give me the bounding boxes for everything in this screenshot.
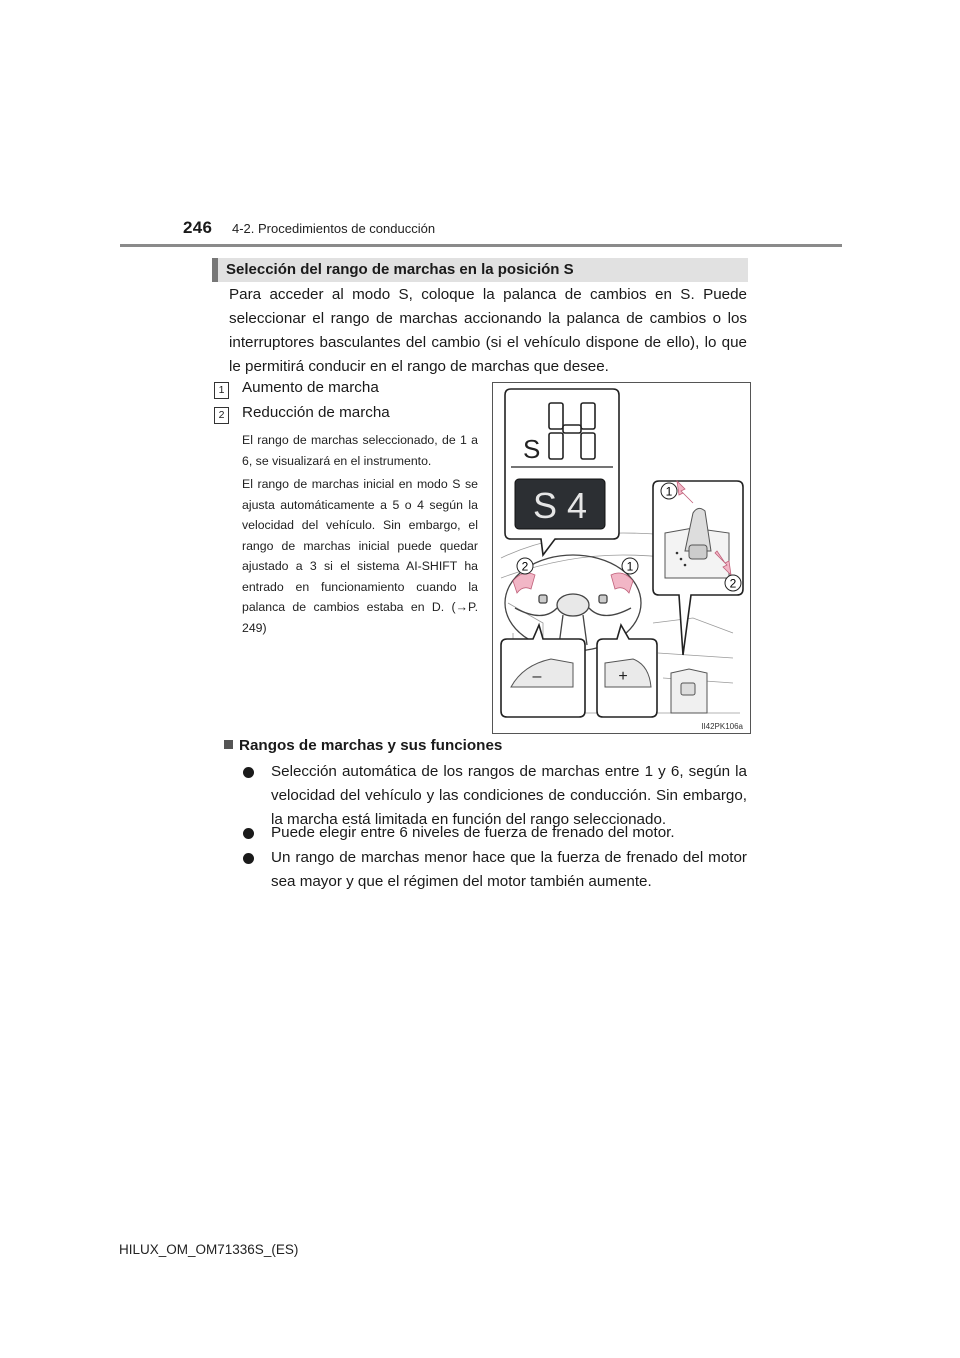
display-gear-mode: S xyxy=(533,485,558,526)
item-number-1: 1 xyxy=(214,382,229,399)
header-rule xyxy=(120,244,842,247)
bullet-dot-icon xyxy=(243,767,254,778)
page-number: 246 xyxy=(183,218,213,237)
item-label-upshift: Aumento de marcha xyxy=(242,379,379,396)
section-accent xyxy=(212,258,218,282)
paddle-callout-2: 2 xyxy=(521,559,529,574)
section-title: Selección del rango de marchas en la posición S xyxy=(226,261,574,278)
bullet-dot-icon xyxy=(243,828,254,839)
paddle-minus-label: – xyxy=(532,668,542,685)
intro-paragraph: Para acceder al modo S, coloque la palanca de cambios en S. Puede seleccionar el rango de marchas accionando la palanca de cambios o los interruptores basculantes del cambio (si el vehículo dispone de ello), lo que le permitirá conducir en el rango de marchas que desee. xyxy=(229,286,747,375)
bullet-item xyxy=(0,821,760,845)
item-label-downshift: Reducción de marcha xyxy=(242,404,390,421)
bullet-item xyxy=(0,846,760,894)
bullet-text: Puede elegir entre 6 niveles de fuerza de frenado del motor. xyxy=(271,824,675,841)
display-gear-number: 4 xyxy=(567,485,588,526)
item-number-2: 2 xyxy=(214,407,229,424)
lever-callout-2: 2 xyxy=(729,576,737,591)
illustration-drawing xyxy=(493,383,750,733)
figure-code: II42PK106a xyxy=(701,722,743,731)
note-gear-display: El rango de marchas seleccionado, de 1 a 6, se visualizará en el instrumento. xyxy=(242,433,478,468)
bullet-dot-icon xyxy=(243,853,254,864)
paddle-plus-label: + xyxy=(618,668,628,685)
subsection-heading xyxy=(224,737,502,754)
bullet-text: Selección automática de los rangos de marchas entre 1 y 6, según la velocidad del vehículo y las condiciones de conducción. Sin embargo, la marcha está limitada en función del rango seleccionado. xyxy=(271,763,747,828)
bullet-text: Un rango de marchas menor hace que la fuerza de frenado del motor sea mayor y que el régimen del motor también aumente. xyxy=(271,849,747,890)
paddle-callout-1: 1 xyxy=(626,559,634,574)
running-header: 4-2. Procedimientos de conducción xyxy=(232,221,436,236)
note-initial-range: El rango de marchas inicial en modo S se ajusta automáticamente a 5 o 4 según la velocidad del vehículo. Sin embargo, el rango de marchas inicial puede quedar ajustado a 3 si el sistema AI-SHIFT ha entrado en funcionamiento cuando la palanca de cambios estaba en D. (→P. 249) xyxy=(242,477,478,635)
section-title-bar xyxy=(212,258,748,282)
shift-illustration xyxy=(492,382,751,734)
square-bullet-icon xyxy=(224,740,233,749)
subsection-heading-text: Rangos de marchas y sus funciones xyxy=(239,737,503,754)
footer-doc-code: HILUX_OM_OM71336S_(ES) xyxy=(119,1242,299,1257)
display-s-letter: S xyxy=(523,434,541,464)
lever-callout-1: 1 xyxy=(665,484,673,499)
